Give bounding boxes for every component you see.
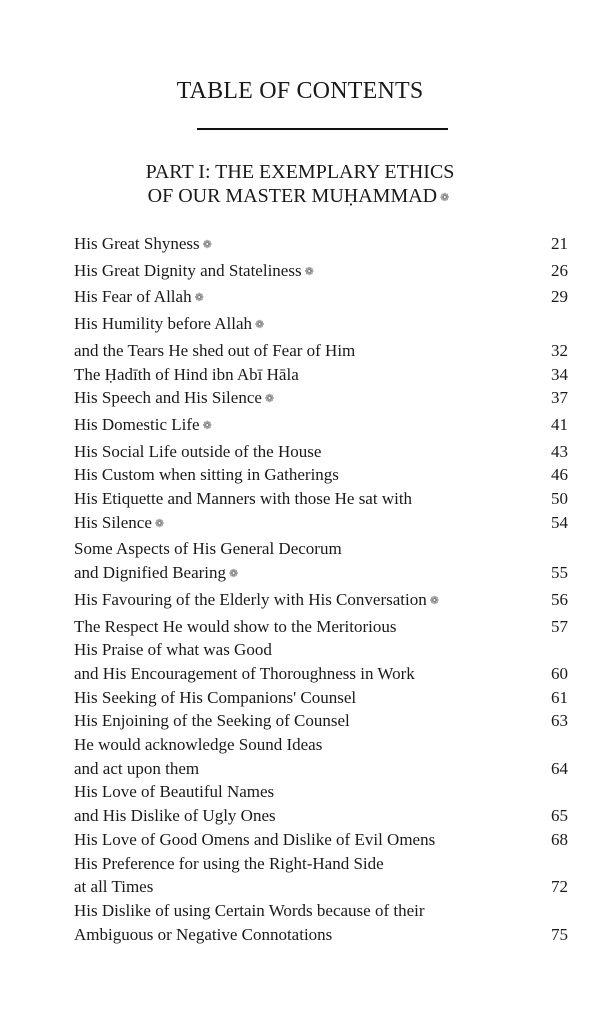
toc-entry-text: His Enjoining of the Seeking of Counsel bbox=[74, 711, 350, 731]
toc-entry-title bbox=[74, 875, 153, 899]
toc-entry[interactable] bbox=[74, 828, 568, 852]
toc-entry[interactable] bbox=[74, 511, 568, 538]
salutation-icon: ❁ bbox=[429, 594, 439, 607]
part-heading-line-1: PART I: THE EXEMPLARY ETHICS bbox=[145, 161, 455, 183]
part-heading bbox=[0, 160, 600, 211]
toc-entry-page: 50 bbox=[551, 489, 568, 509]
toc-entry-title bbox=[74, 511, 167, 538]
toc-entry-title bbox=[74, 312, 267, 339]
toc-entry-title bbox=[74, 615, 396, 639]
toc-entry-page: 68 bbox=[551, 829, 568, 849]
toc-entry-text: at all Times bbox=[74, 877, 154, 897]
salutation-icon: ❁ bbox=[304, 265, 314, 278]
salutation-icon: ❁ bbox=[440, 192, 450, 204]
toc-entry-page bbox=[540, 852, 568, 876]
toc-list bbox=[74, 232, 568, 946]
toc-entry-title bbox=[74, 386, 277, 413]
toc-entry[interactable] bbox=[74, 804, 568, 828]
toc-entry-text: and Dignified Bearing bbox=[74, 563, 227, 583]
toc-entry[interactable] bbox=[74, 537, 568, 561]
part-heading-line-2-text: OF OUR MASTER MUḤAMMAD bbox=[147, 185, 438, 207]
toc-entry-page: 61 bbox=[551, 687, 568, 707]
toc-entry-text: His Great Dignity and Stateliness bbox=[74, 260, 302, 280]
toc-entry-text: His Preference for using the Right-Hand Side bbox=[74, 853, 384, 873]
part-heading-line-2 bbox=[0, 184, 600, 211]
toc-entry[interactable] bbox=[74, 638, 568, 662]
toc-entry-title bbox=[74, 463, 339, 487]
toc-entry-page: 56 bbox=[551, 589, 568, 609]
toc-entry[interactable] bbox=[74, 463, 568, 487]
toc-entry-title bbox=[74, 537, 342, 561]
toc-entry-title bbox=[74, 828, 435, 852]
toc-entry-text: His Love of Beautiful Names bbox=[74, 782, 275, 802]
toc-entry[interactable] bbox=[74, 259, 568, 286]
toc-entry-page: 43 bbox=[551, 441, 568, 461]
toc-entry-title bbox=[74, 686, 356, 710]
toc-entry-title bbox=[74, 662, 415, 686]
toc-entry-title bbox=[74, 638, 272, 662]
toc-entry-text: His Social Life outside of the House bbox=[74, 441, 322, 461]
toc-entry-page: 55 bbox=[551, 563, 568, 583]
salutation-icon: ❁ bbox=[194, 292, 204, 305]
toc-entry[interactable] bbox=[74, 899, 568, 923]
toc-entry-text: The Ḥadīth of Hind ibn Abī Hāla bbox=[74, 364, 299, 384]
toc-entry-text: His Seeking of His Companions' Counsel bbox=[74, 687, 357, 707]
toc-entry-text: Ambiguous or Negative Connotations bbox=[74, 924, 333, 944]
toc-entry-page: 26 bbox=[551, 260, 568, 280]
toc-entry-text: and the Tears He shed out of Fear of Him bbox=[74, 340, 356, 360]
toc-entry-title bbox=[74, 780, 274, 804]
toc-entry-title bbox=[74, 923, 332, 947]
toc-entry-text: His Silence bbox=[74, 512, 152, 532]
toc-entry-text: His Fear of Allah bbox=[74, 287, 192, 307]
toc-entry[interactable] bbox=[74, 339, 568, 363]
toc-entry-title bbox=[74, 440, 321, 464]
toc-entry[interactable] bbox=[74, 923, 568, 947]
toc-entry-title bbox=[74, 232, 215, 259]
toc-entry-page: 54 bbox=[551, 512, 568, 532]
toc-entry-text: His Domestic Life bbox=[74, 414, 200, 434]
toc-entry-page: 21 bbox=[551, 234, 568, 253]
toc-entry[interactable] bbox=[74, 852, 568, 876]
toc-entry-page: 46 bbox=[551, 465, 568, 485]
toc-entry-text: His Great Shyness bbox=[74, 234, 200, 253]
toc-entry-text: His Love of Good Omens and Dislike of Evil Omens bbox=[74, 829, 436, 849]
toc-entry-page: 60 bbox=[551, 663, 568, 683]
toc-entry-text: The Respect He would show to the Meritorious bbox=[74, 616, 397, 636]
toc-entry-page: 37 bbox=[551, 388, 568, 408]
toc-entry-page: 63 bbox=[551, 711, 568, 731]
toc-entry-text: His Dislike of using Certain Words because of their bbox=[74, 900, 425, 920]
toc-entry[interactable] bbox=[74, 709, 568, 733]
toc-entry-page: 65 bbox=[551, 806, 568, 826]
salutation-icon: ❁ bbox=[264, 393, 275, 406]
toc-entry-title bbox=[74, 709, 350, 733]
toc-entry-text: He would acknowledge Sound Ideas bbox=[74, 735, 323, 755]
toc-entry-title bbox=[74, 259, 317, 286]
toc-entry-title bbox=[74, 413, 215, 440]
toc-entry-title bbox=[74, 804, 276, 828]
toc-entry-page: 29 bbox=[551, 287, 568, 307]
toc-entry-title bbox=[74, 285, 207, 312]
salutation-icon: ❁ bbox=[229, 568, 239, 581]
toc-entry-title bbox=[74, 852, 384, 876]
toc-entry-text: His Etiquette and Manners with those He sat with bbox=[74, 489, 413, 509]
toc-entry-text: and His Dislike of Ugly Ones bbox=[74, 806, 276, 826]
toc-entry[interactable] bbox=[74, 285, 568, 312]
toc-entry-page: 72 bbox=[551, 877, 568, 897]
toc-entry[interactable] bbox=[74, 440, 568, 464]
salutation-icon: ❁ bbox=[202, 419, 212, 432]
toc-entry[interactable] bbox=[74, 588, 568, 615]
toc-entry-page: 32 bbox=[551, 340, 568, 360]
toc-entry-title bbox=[74, 339, 355, 363]
toc-entry-page bbox=[540, 899, 568, 923]
toc-entry-page bbox=[540, 733, 568, 757]
salutation-icon: ❁ bbox=[255, 319, 265, 332]
toc-entry[interactable] bbox=[74, 386, 568, 413]
toc-entry-text: His Custom when sitting in Gatherings bbox=[74, 465, 339, 485]
toc-entry-page: 41 bbox=[551, 414, 568, 434]
toc-entry-title bbox=[74, 588, 442, 615]
toc-entry-page bbox=[540, 638, 568, 662]
toc-entry[interactable] bbox=[74, 487, 568, 511]
toc-entry-title bbox=[74, 487, 412, 511]
toc-entry[interactable] bbox=[74, 232, 568, 259]
toc-entry[interactable] bbox=[74, 561, 568, 588]
toc-entry-page bbox=[540, 537, 568, 561]
toc-entry[interactable] bbox=[74, 615, 568, 639]
toc-entry-text: His Favouring of the Elderly with His Conversation bbox=[74, 589, 427, 609]
toc-entry-text: His Speech and His Silence bbox=[74, 388, 262, 408]
toc-entry[interactable] bbox=[74, 757, 568, 781]
page-title: TABLE OF CONTENTS bbox=[176, 78, 424, 104]
toc-entry[interactable] bbox=[74, 363, 568, 387]
salutation-icon: ❁ bbox=[202, 239, 212, 251]
toc-entry-page: 64 bbox=[551, 758, 568, 778]
title-divider bbox=[197, 128, 448, 130]
toc-entry[interactable] bbox=[74, 686, 568, 710]
toc-entry-page bbox=[540, 312, 568, 339]
toc-entry-title bbox=[74, 363, 299, 387]
toc-entry-page: 75 bbox=[551, 924, 568, 944]
toc-entry-title bbox=[74, 899, 425, 923]
toc-entry-title bbox=[74, 757, 199, 781]
toc-entry-text: and act upon them bbox=[74, 758, 200, 778]
toc-entry-text: Some Aspects of His General Decorum bbox=[74, 539, 342, 559]
toc-entry[interactable] bbox=[74, 780, 568, 804]
salutation-icon: ❁ bbox=[154, 517, 165, 530]
toc-entry-page: 34 bbox=[551, 364, 568, 384]
toc-entry[interactable] bbox=[74, 413, 568, 440]
toc-entry-title bbox=[74, 733, 322, 757]
toc-entry-page: 57 bbox=[551, 616, 568, 636]
toc-entry-text: and His Encouragement of Thoroughness in Work bbox=[74, 663, 415, 683]
toc-entry[interactable] bbox=[74, 875, 568, 899]
toc-entry-text: His Praise of what was Good bbox=[74, 640, 272, 660]
toc-entry[interactable] bbox=[74, 312, 568, 339]
toc-entry-text: His Humility before Allah bbox=[74, 314, 253, 334]
toc-entry-title bbox=[74, 561, 241, 588]
toc-entry[interactable] bbox=[74, 662, 568, 686]
toc-entry-page bbox=[540, 780, 568, 804]
toc-entry[interactable] bbox=[74, 733, 568, 757]
